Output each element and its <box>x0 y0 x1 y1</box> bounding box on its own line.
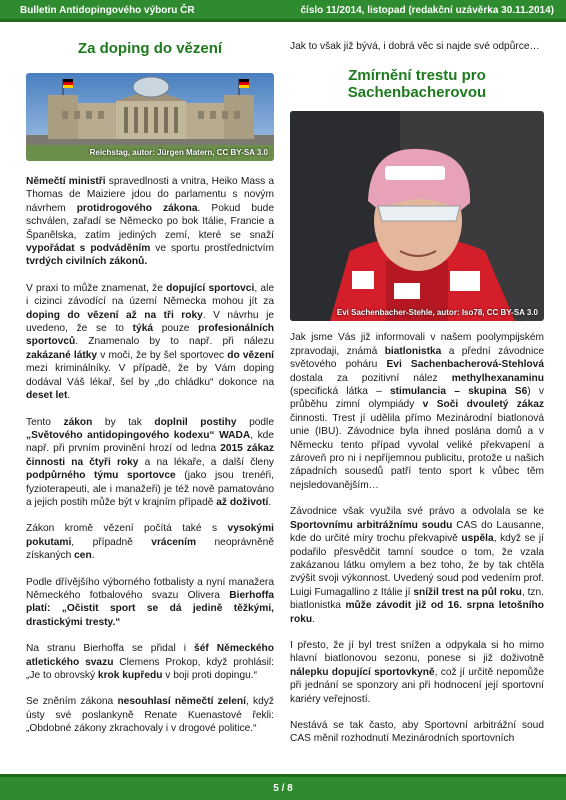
bold-text: šéf Německého atletického svazu <box>26 643 274 668</box>
bold-text: až doživotí <box>216 496 269 508</box>
paragraph <box>26 282 274 403</box>
bold-text: stimulancia – skupina S6 <box>389 386 528 398</box>
bold-text: nálepku dopující sportovkyně <box>290 666 435 678</box>
paragraph <box>26 175 274 269</box>
bold-text: Bierhoffa platí: „Očistit sport se dá jedině těžkými, drastickými tresty.“ <box>26 589 274 628</box>
bold-text: snížil trest na půl roku <box>413 586 522 598</box>
reichstag-photo <box>26 73 274 161</box>
text: . <box>67 390 71 402</box>
previous-article-end: Jak to však již bývá, i dobrá věc si najde své odpůrce… <box>290 41 540 52</box>
text: Tento <box>26 416 64 428</box>
bulletin-name: Bulletin Antidopingového výboru ČR <box>20 5 195 16</box>
text: ) v průběhu zimní olympiády <box>290 386 544 411</box>
bold-text: zakázané látky <box>26 349 98 361</box>
text: Podle dřívějšího výborného fotbalisty a nyní manažera Německého fotbalového svazu Olivera <box>26 576 274 601</box>
text: , kde např. při prvním provinění hrozí od ledna <box>26 429 275 455</box>
bold-text: nesouhlasí němečtí zelení <box>117 696 246 708</box>
paragraph <box>290 639 544 706</box>
bold-text: zákon <box>63 416 93 428</box>
text: činnosti. Trest jí udělila přímo Mezinárodní biatlonová unie (IBU). Závodnice byla ihned poslána domů a v Německu tento případ vyvolal veliké překvapení a zároveň pro ni i nepříjemnou publicitu, protože u našich západních sousedů patří tento sport k vůbec těm nejsledovanějším… <box>290 412 544 491</box>
bold-text: protidrogového zákona <box>76 202 198 214</box>
paragraph <box>26 416 274 510</box>
paragraph <box>26 695 274 735</box>
text: . <box>91 550 95 562</box>
text: Jak jsme Vás již informovali v našem poolympijském zpravodaji, známá <box>290 332 544 357</box>
bold-text: „Světového antidopingového kodexu“ WADA <box>26 429 251 441</box>
text: . Pokud bude schválen, zařadí se Německo po bok Itálie, Francie a Španělska, zatím jediných zemí, které se snaží <box>26 202 275 241</box>
bold-text: do vězení <box>227 349 274 361</box>
biathlete-photo <box>290 111 544 321</box>
text: podle <box>236 416 274 428</box>
page-footer <box>0 774 566 800</box>
paragraph <box>26 522 274 562</box>
text: spravedlnosti a vnitra, Heiko Mass a Thomas de Maiziere jdou do parlamentu s novým návrhem <box>26 176 275 214</box>
right-column <box>290 40 544 759</box>
text: , ale i cizinci závodící na území Německa mohou jít za <box>26 282 274 308</box>
bulletin-header <box>0 0 566 22</box>
text: Nestává se tak často, aby Sportovní arbitrážní soud CAS měnil rozhodnutí Mezinárodních sportovních <box>290 719 544 745</box>
text: dostala za pozitivní nález <box>290 372 452 384</box>
text: Se zněním zákona <box>26 696 118 708</box>
paragraph <box>290 719 544 746</box>
text: v boji proti dopingu.“ <box>162 670 258 681</box>
text: , případně <box>71 536 152 548</box>
bold-text: Sportovnímu arbitrážnímu soudu <box>290 519 453 531</box>
text: v moči, že by šel sportovec <box>97 349 228 361</box>
text: neoprávněně získaných <box>26 536 274 562</box>
left-column <box>26 40 274 749</box>
text: ve sportu prostřednictvím <box>150 243 274 255</box>
text: Závodnice však využila své právo a odvolala se ke <box>290 506 544 518</box>
text: (specifická látka – <box>290 386 390 398</box>
photo-caption: Reichstag, autor: Jürgen Matern, CC BY-SA 3.0 <box>89 148 268 157</box>
paragraph <box>290 331 544 492</box>
bold-text: cen <box>74 550 92 562</box>
page-number: 5 / 8 <box>273 783 293 794</box>
text: a na lékaře, a další členy <box>138 456 274 468</box>
text: . <box>268 496 272 508</box>
text: , když ústy své poslankyně Renate Kuenastové řekli: „Obdobné zákony zkrachovaly i v drogové politice.“ <box>26 696 274 735</box>
paragraph <box>26 576 274 630</box>
bold-text: 2015 zákaz činnosti na čtyři roky <box>26 443 274 468</box>
text: pouze <box>153 323 199 335</box>
text: CAS do Lausanne, kde do určité míry trochu překvapivě <box>290 519 544 545</box>
bold-text: vysokými pokutami <box>26 523 274 548</box>
bold-text: týká <box>132 323 154 335</box>
text: , tzn. biatlonistka <box>290 586 544 612</box>
text: . <box>312 613 315 625</box>
bold-text: vrácením <box>151 536 197 548</box>
text: , což jí určitě nepomůže při jednání se sponzory ani při hodnocení její sportovní kariéry veřejností. <box>290 666 544 705</box>
left-article-body <box>26 175 274 736</box>
bold-text: vypořádat s podváděním <box>26 243 151 255</box>
bold-text: Němečtí ministři <box>26 176 106 187</box>
text: by tak <box>92 416 155 428</box>
text: Zákon kromě vězení počítá také s <box>26 523 228 535</box>
bold-text: v Soči dvouletý zákaz <box>422 399 544 411</box>
article-title: Za doping do vězení <box>77 40 223 57</box>
bold-text: podpůrného týmu sportovce <box>26 470 176 482</box>
paragraph <box>290 505 544 626</box>
photo-caption-2: Evi Sachenbacher-Stehle, autor: Iso78, CC BY-SA 3.0 <box>336 308 538 318</box>
right-article-body <box>290 331 544 745</box>
bold-text: Evi Sachenbacherová-Stehlová <box>386 359 544 371</box>
bold-text: doping do vězení až na tři roky <box>26 309 203 321</box>
bold-text: profesionálních sportovců <box>26 323 274 348</box>
text: a přední závodnice světového poháru <box>290 345 544 371</box>
bold-text: krok kupředu <box>97 670 163 681</box>
bold-text: dopující sportovci <box>166 282 255 294</box>
text: mezi kriminálníky. V případě, že by Vám doping dodával Váš lékař, šel by „do chládku“ dokonce na <box>26 363 274 388</box>
bold-text: tvrdých civilních zákonů. <box>26 256 148 268</box>
article-title-2: Zmírnění trestu pro Sachenbacherovou <box>347 67 487 102</box>
bold-text: uspěla <box>461 533 494 545</box>
bold-text: může závodit již od 16. srpna letošního roku <box>290 600 544 625</box>
bold-text: doplnil postihy <box>154 416 237 428</box>
text: , když se jí podařilo přesvědčit tamní soudce o tom, že vzala zakázanou látku omylem a bez toho, že by tak chtěla zvýšit svoji výkonnost. Uvedený soud pod vedením prof. Luigi Fumagallino z Itálie jí <box>290 533 544 598</box>
text: . Znamenalo by to např. při nálezu <box>75 336 274 348</box>
biathlete-image <box>290 111 544 321</box>
text: I přesto, že jí byl trest snížen a odpykala si ho mimo hlavní biatlonovou sezonu, ponese si již doživotně <box>290 639 544 665</box>
text: Clemens Prokop, když prohlásil: „Je to obrovský <box>26 656 274 681</box>
text: . V návrhu je uvedeno, že se to <box>26 309 274 335</box>
text: (jako jsou trenéři, fyzioterapeuti, ale i manažeři) je též nově pamatováno a jejich postih může být v krajním případě <box>26 470 275 508</box>
text: V praxi to může znamenat, že <box>26 282 167 294</box>
text: Na stranu Bierhoffa se přidal i <box>26 643 195 655</box>
bold-text: methylhexanaminu <box>451 372 544 384</box>
paragraph <box>26 642 274 682</box>
bold-text: biatlonistka <box>384 345 442 357</box>
issue-info: číslo 11/2014, listopad (redakční uzávěrka 30.11.2014) <box>300 5 554 16</box>
bold-text: deset let <box>26 390 68 402</box>
